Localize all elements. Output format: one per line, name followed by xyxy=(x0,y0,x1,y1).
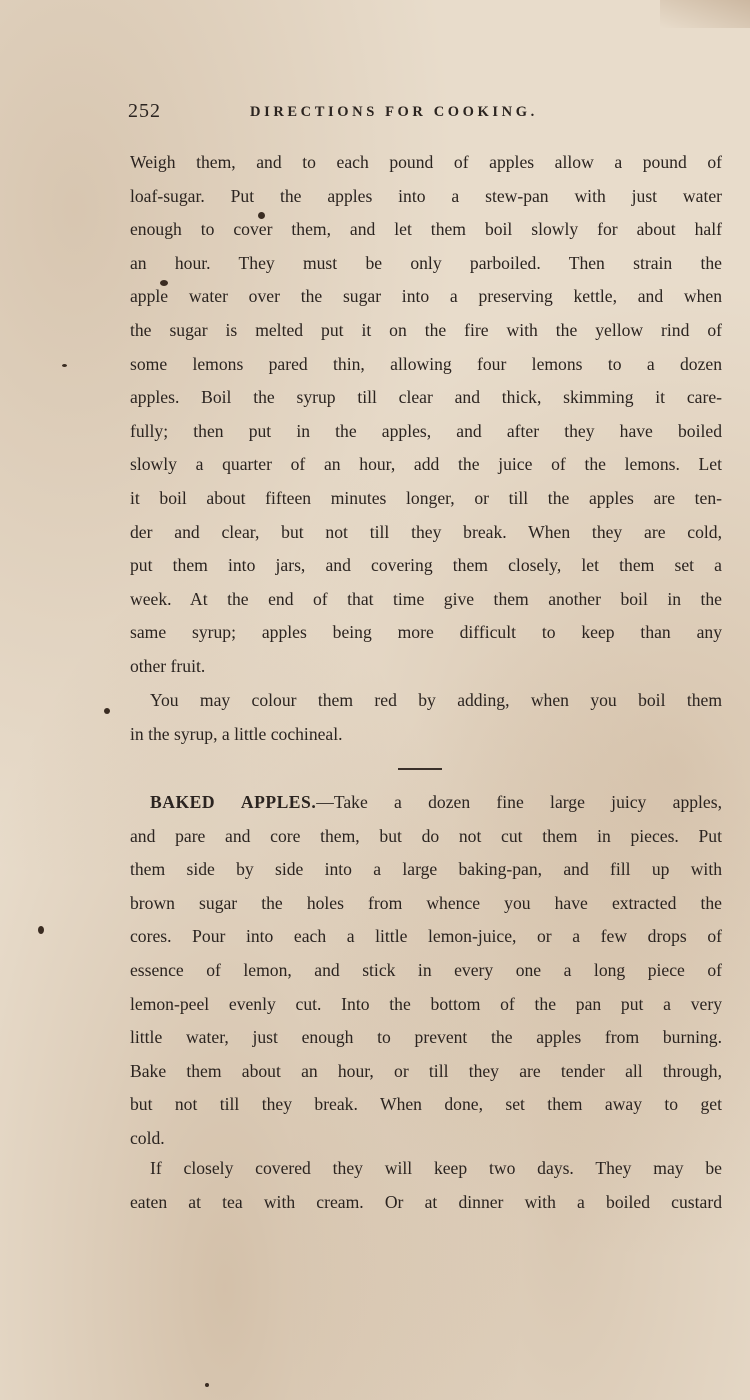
ink-spot xyxy=(205,1383,209,1387)
text-line: slowly a quarter of an hour, add the juice of the lemons. Let xyxy=(130,454,722,475)
running-head-title: DIRECTIONS FOR COOKING. xyxy=(250,104,538,120)
text-line: eaten at tea with cream. Or at dinner with a boiled custard xyxy=(130,1191,722,1212)
text-line: them side by side into a large baking-pan, and fill up with xyxy=(130,859,722,880)
text-line: it boil about fifteen minutes longer, or till the apples are ten- xyxy=(130,487,722,508)
ink-spot xyxy=(62,364,67,367)
text-line: essence of lemon, and stick in every one a long piece of xyxy=(130,959,722,980)
text-line: enough to cover them, and let them boil slowly for about half xyxy=(130,219,722,240)
text-line: der and clear, but not till they break. When they are cold, xyxy=(130,521,722,542)
page-number: 252 xyxy=(128,100,161,122)
text-line: apples. Boil the syrup till clear and thick, skimming it care- xyxy=(130,387,722,408)
paragraph xyxy=(130,1152,722,1219)
text-line: put them into jars, and covering them closely, let them set a xyxy=(130,555,722,576)
paragraph xyxy=(130,146,722,684)
text-line: an hour. They must be only parboiled. Then strain the xyxy=(130,252,722,273)
recipe-paragraph xyxy=(130,786,722,1156)
text-line: the sugar is melted put it on the fire with the yellow rind of xyxy=(130,319,722,340)
text-line: week. At the end of that time give them another boil in the xyxy=(130,588,722,609)
text-line: apple water over the sugar into a preserving kettle, and when xyxy=(130,286,722,307)
text-line: loaf-sugar. Put the apples into a stew-pan with just water xyxy=(130,185,722,206)
page-corner-fold xyxy=(660,0,750,28)
text-line: little water, just enough to prevent the apples from burning. xyxy=(130,1027,722,1048)
section-divider xyxy=(398,768,442,770)
text-line xyxy=(130,786,722,820)
paragraph xyxy=(130,684,722,751)
text-line: You may colour them red by adding, when you boil them xyxy=(150,690,722,710)
text-line: fully; then put in the apples, and after they have boiled xyxy=(130,420,722,441)
text-line: other fruit. xyxy=(130,655,206,676)
text-line: and pare and core them, but do not cut them in pieces. Put xyxy=(130,825,722,846)
text-line: but not till they break. When done, set them away to get xyxy=(130,1094,722,1115)
text-line: some lemons pared thin, allowing four lemons to a dozen xyxy=(130,353,722,374)
text-line: If closely covered they will keep two days. They may be xyxy=(150,1158,722,1178)
running-head xyxy=(128,100,608,128)
text-line: same syrup; apples being more difficult to keep than any xyxy=(130,622,722,643)
recipe-heading: BAKED APPLES. xyxy=(150,792,317,812)
text-line: lemon-peel evenly cut. Into the bottom of the pan put a very xyxy=(130,993,722,1014)
ink-spot xyxy=(38,926,44,934)
text-line: cores. Pour into each a little lemon-juice, or a few drops of xyxy=(130,926,722,947)
text-line: brown sugar the holes from whence you have extracted the xyxy=(130,892,722,913)
text-line: Weigh them, and to each pound of apples allow a pound of xyxy=(130,152,722,172)
text-run: —Take a dozen fine large juicy apples, xyxy=(316,792,722,812)
text-line: cold. xyxy=(130,1127,165,1148)
text-line: Bake them about an hour, or till they are tender all through, xyxy=(130,1060,722,1081)
text-line: in the syrup, a little cochineal. xyxy=(130,723,343,744)
ink-spot xyxy=(104,708,110,714)
